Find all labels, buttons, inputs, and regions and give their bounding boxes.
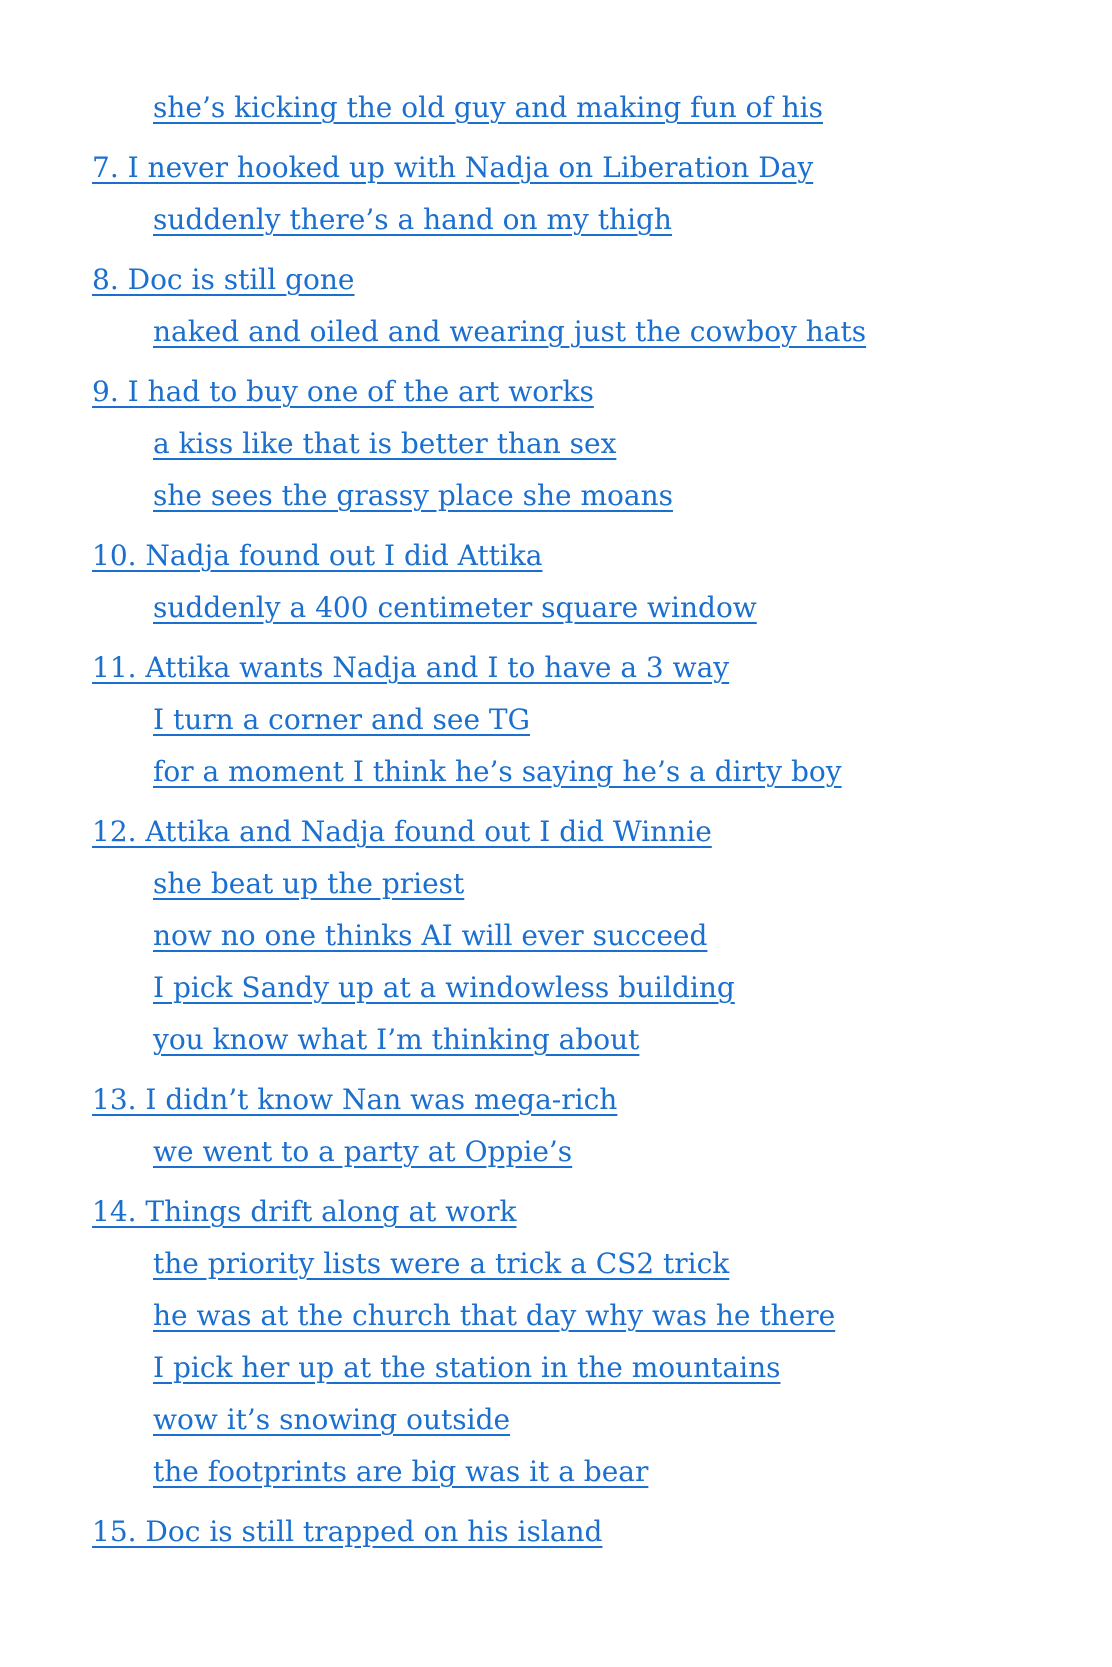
toc-scene-link (153, 90, 823, 126)
toc-chapter-link (92, 1514, 602, 1550)
toc-link[interactable]: 11. Attika wants Nadja and I to have a 3 way (92, 651, 730, 684)
toc-link[interactable]: the footprints are big was it a bear (153, 1455, 649, 1488)
toc-scene-link (153, 1298, 835, 1334)
toc-link[interactable]: she beat up the priest (153, 867, 465, 900)
toc-chapter-link (92, 262, 355, 298)
toc-scene-link (153, 866, 464, 902)
toc-link[interactable]: I turn a corner and see TG (153, 703, 530, 736)
toc-link[interactable]: she sees the grassy place she moans (153, 479, 673, 512)
toc-scene-link (153, 918, 707, 954)
toc-link[interactable]: I pick Sandy up at a windowless building (153, 971, 735, 1004)
toc-scene-link (153, 1246, 729, 1282)
toc-link[interactable]: now no one thinks AI will ever succeed (153, 919, 708, 952)
toc-link[interactable]: I pick her up at the station in the mountains (153, 1351, 781, 1384)
toc-chapter-link (92, 374, 594, 410)
toc-scene-link (153, 1454, 648, 1490)
toc-scene-link (153, 754, 842, 790)
toc-link[interactable]: she’s kicking the old guy and making fun of his (153, 91, 823, 124)
toc-link[interactable]: 14. Things drift along at work (92, 1195, 517, 1228)
toc-link[interactable]: 12. Attika and Nadja found out I did Winnie (92, 815, 712, 848)
toc-scene-link (153, 702, 530, 738)
toc-link[interactable]: we went to a party at Oppie’s (153, 1135, 573, 1168)
toc-scene-link (153, 970, 735, 1006)
toc-scene-link (153, 478, 673, 514)
toc-link[interactable]: you know what I’m thinking about (153, 1023, 640, 1056)
toc-link[interactable]: 13. I didn’t know Nan was mega-rich (92, 1083, 618, 1116)
toc-scene-link (153, 1402, 510, 1438)
toc-link[interactable]: naked and oiled and wearing just the cowboy hats (153, 315, 867, 348)
toc-chapter-link (92, 538, 543, 574)
toc-scene-link (153, 1022, 639, 1058)
toc-chapter-link (92, 650, 729, 686)
toc-link[interactable]: suddenly a 400 centimeter square window (153, 591, 757, 624)
toc-chapter-link (92, 814, 712, 850)
toc-link[interactable]: wow it’s snowing outside (153, 1403, 511, 1436)
toc-link[interactable]: he was at the church that day why was he there (153, 1299, 836, 1332)
toc-scene-link (153, 590, 757, 626)
toc-link[interactable]: a kiss like that is better than sex (153, 427, 617, 460)
toc-link[interactable]: suddenly there’s a hand on my thigh (153, 203, 672, 236)
toc-link[interactable]: 8. Doc is still gone (92, 263, 355, 296)
toc-scene-link (153, 314, 866, 350)
toc-scene-link (153, 426, 616, 462)
toc-scene-link (153, 1350, 780, 1386)
toc-chapter-link (92, 1194, 516, 1230)
toc-link[interactable]: 15. Doc is still trapped on his island (92, 1515, 603, 1548)
toc-chapter-link (92, 1082, 617, 1118)
toc-chapter-link (92, 150, 813, 186)
toc-scene-link (153, 202, 672, 238)
toc-link[interactable]: 7. I never hooked up with Nadja on Liberation Day (92, 151, 814, 184)
toc-link[interactable]: 10. Nadja found out I did Attika (92, 539, 543, 572)
toc-link[interactable]: 9. I had to buy one of the art works (92, 375, 594, 408)
toc-link[interactable]: for a moment I think he’s saying he’s a dirty boy (153, 755, 842, 788)
toc-link[interactable]: the priority lists were a trick a CS2 trick (153, 1247, 730, 1280)
toc-scene-link (153, 1134, 572, 1170)
